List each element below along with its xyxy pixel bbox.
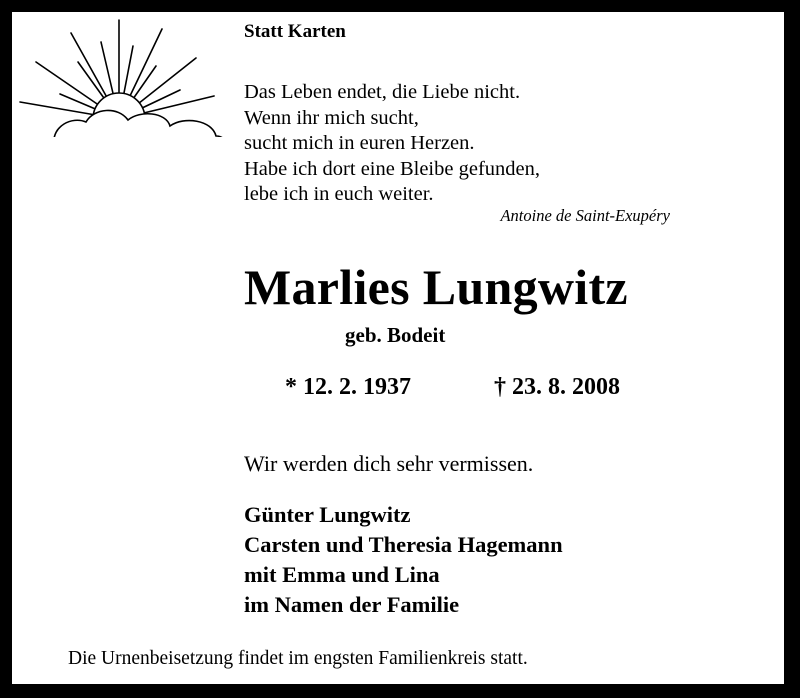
signer: mit Emma und Lina [244,562,440,587]
signer: Carsten und Theresia Hagemann [244,532,563,557]
poem [244,80,540,208]
poem-line: lebe ich in euch weiter. [244,183,434,205]
sun-behind-clouds-icon [16,16,231,146]
deceased-name: Marlies Lungwitz [244,259,628,315]
header-label: Statt Karten [244,21,346,42]
signer: im Namen der Familie [244,592,460,617]
signers-list [244,500,563,620]
poem-line: Habe ich dort eine Bleibe gefunden, [244,157,540,180]
burial-notice: Die Urnenbeisetzung findet im engsten Familienkreis statt. [68,648,528,669]
maiden-name: geb. Bodeit [345,323,446,347]
death-date: † 23. 8. 2008 [494,374,620,400]
poem-line: Das Leben endet, die Liebe nicht. [244,81,521,103]
poem-author: Antoine de Saint-Exupéry [500,206,670,225]
signer: Günter Lungwitz [244,502,411,527]
poem-line: sucht mich in euren Herzen. [244,132,475,154]
farewell-message: Wir werden dich sehr vermissen. [244,451,534,476]
poem-line: Wenn ihr mich sucht, [244,106,419,129]
birth-date: * 12. 2. 1937 [285,374,411,400]
